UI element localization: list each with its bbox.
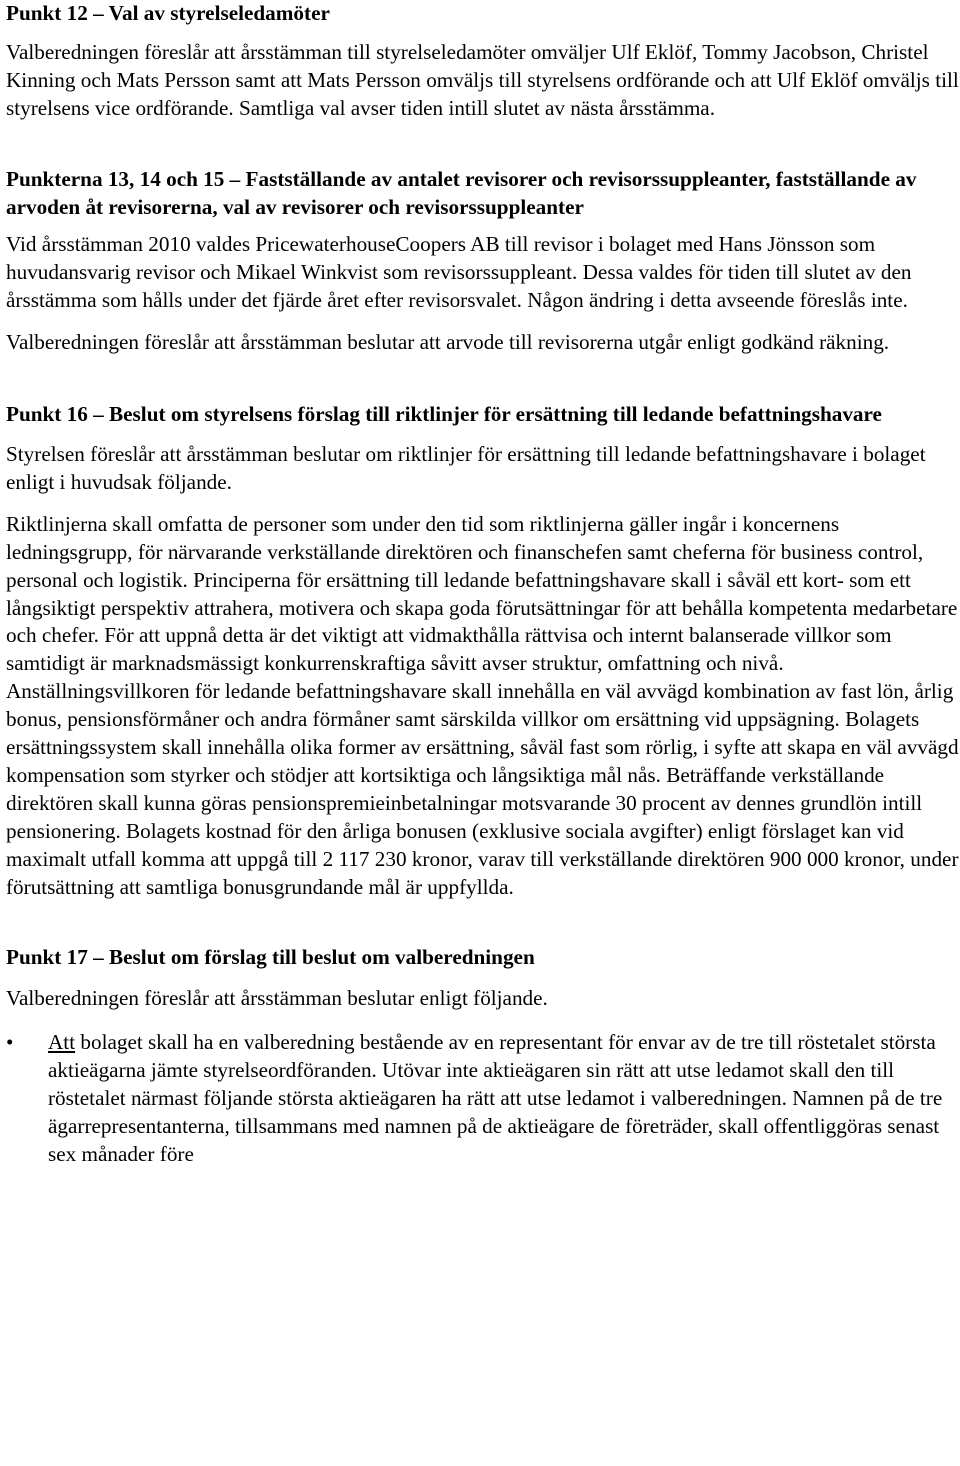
document-page: [6, 0, 960, 1169]
list-item: [6, 1029, 960, 1169]
section-heading-punkt-12: Punkt 12 – Val av styrelseledamöter: [6, 1, 330, 25]
section-paragraph: Valberedningen föreslår att årsstämman till styrelseledamöter omväljer Ulf Eklöf, Tommy Jacobson, Christel Kinning och Mats Persson samt att Mats Persson omväljs till styrelsens ordförande och att Ulf Eklöf omväljs till styrelsens vice ordförande. Samtliga val avser tiden intill slutet av nästa årsstämma.: [6, 39, 959, 120]
section-paragraph: Styrelsen föreslår att årsstämman beslutar om riktlinjer för ersättning till ledande befattningshavare i bolaget enligt i huvudsak följande.: [6, 441, 926, 494]
section-paragraph: Riktlinjerna skall omfatta de personer som under den tid som riktlinjerna gäller ingår i koncernens ledningsgrupp, för närvarande verkställande direktören och finanschefen samt cheferna för business control, personal och logistik. Principerna för ersättning till ledande befattningshavare skall i såväl ett kort- som ett långsiktigt perspektiv attrahera, motivera och skapa goda förutsättningar för att behålla kompetenta medarbetare och chefer. För att uppnå detta är det viktigt att vidmakthålla rättvisa och internt balanserade villkor som samtidigt är marknadsmässigt konkurrenskraftiga såvitt avser struktur, omfattning och nivå. Anställningsvillkoren för ledande befattningshavare skall innehålla en väl avvägd kombination av fast lön, årlig bonus, pensionsförmåner och andra förmåner samt särskilda villkor om ersättning vid uppsägning. Bolagets ersättningssystem skall innehålla olika former av ersättning, såväl fast som rörlig, i syfte att skapa en väl avvägd kompensation som styrker och stödjer att kortsiktiga och långsiktiga mål nås. Beträffande verkställande direktören skall kunna göras pensionspremieinbetalningar motsvarande 30 procent av dennes grundlön intill pensionering. Bolagets kostnad för den årliga bonusen (exklusive sociala avgifter) enligt förslaget kan vid maximalt utfall komma att uppgå till 2 117 230 kronor, varav till verkställande direktören 900 000 kronor, under förutsättning att samtliga bonusgrundande mål är uppfyllda.: [6, 511, 959, 899]
underlined-word: Att: [48, 1030, 76, 1055]
section-heading-punkterna-13-15: Punkterna 13, 14 och 15 – Fastställande av antalet revisorer och revisorssuppleanter, fastställande av arvoden åt revisorerna, val av revisorer och revisorssuppleanter: [6, 166, 917, 219]
section-paragraph: Vid årsstämman 2010 valdes PricewaterhouseCoopers AB till revisor i bolaget med Hans Jönsson som huvudansvarig revisor och Mikael Winkvist som revisorssuppleant. Dessa valdes för tiden till slutet av den årsstämma som hålls under det fjärde året efter revisorsvalet. Någon ändring i detta avseende föreslås inte.: [6, 232, 912, 313]
bullet-list: [6, 1029, 960, 1169]
list-item-text: bolaget skall ha en valberedning bestående av en representant för envar av de tre till röstetalet största aktieägarna jämte styrelseordföranden. Utövar inte aktieägaren sin rätt att utse ledamot skall den till röstetalet närmast följande största aktieägaren ha rätt att utse ledamot i valberedningen. Namnen på de tre ägarrepresentanterna, tillsammans med namnen på de aktieägare de företräder, skall offentliggöras senast sex månader före: [48, 1030, 943, 1166]
section-paragraph: Valberedningen föreslår att årsstämman beslutar enligt följande.: [6, 986, 548, 1011]
section-heading-punkt-17: Punkt 17 – Beslut om förslag till beslut om valberedningen: [6, 945, 535, 970]
section-heading-punkt-16: Punkt 16 – Beslut om styrelsens förslag till riktlinjer för ersättning till ledande befattningshavare: [6, 402, 882, 427]
section-paragraph: Valberedningen föreslår att årsstämman beslutar att arvode till revisorerna utgår enligt godkänd räkning.: [6, 330, 890, 355]
bullet-icon: •: [6, 1030, 14, 1055]
